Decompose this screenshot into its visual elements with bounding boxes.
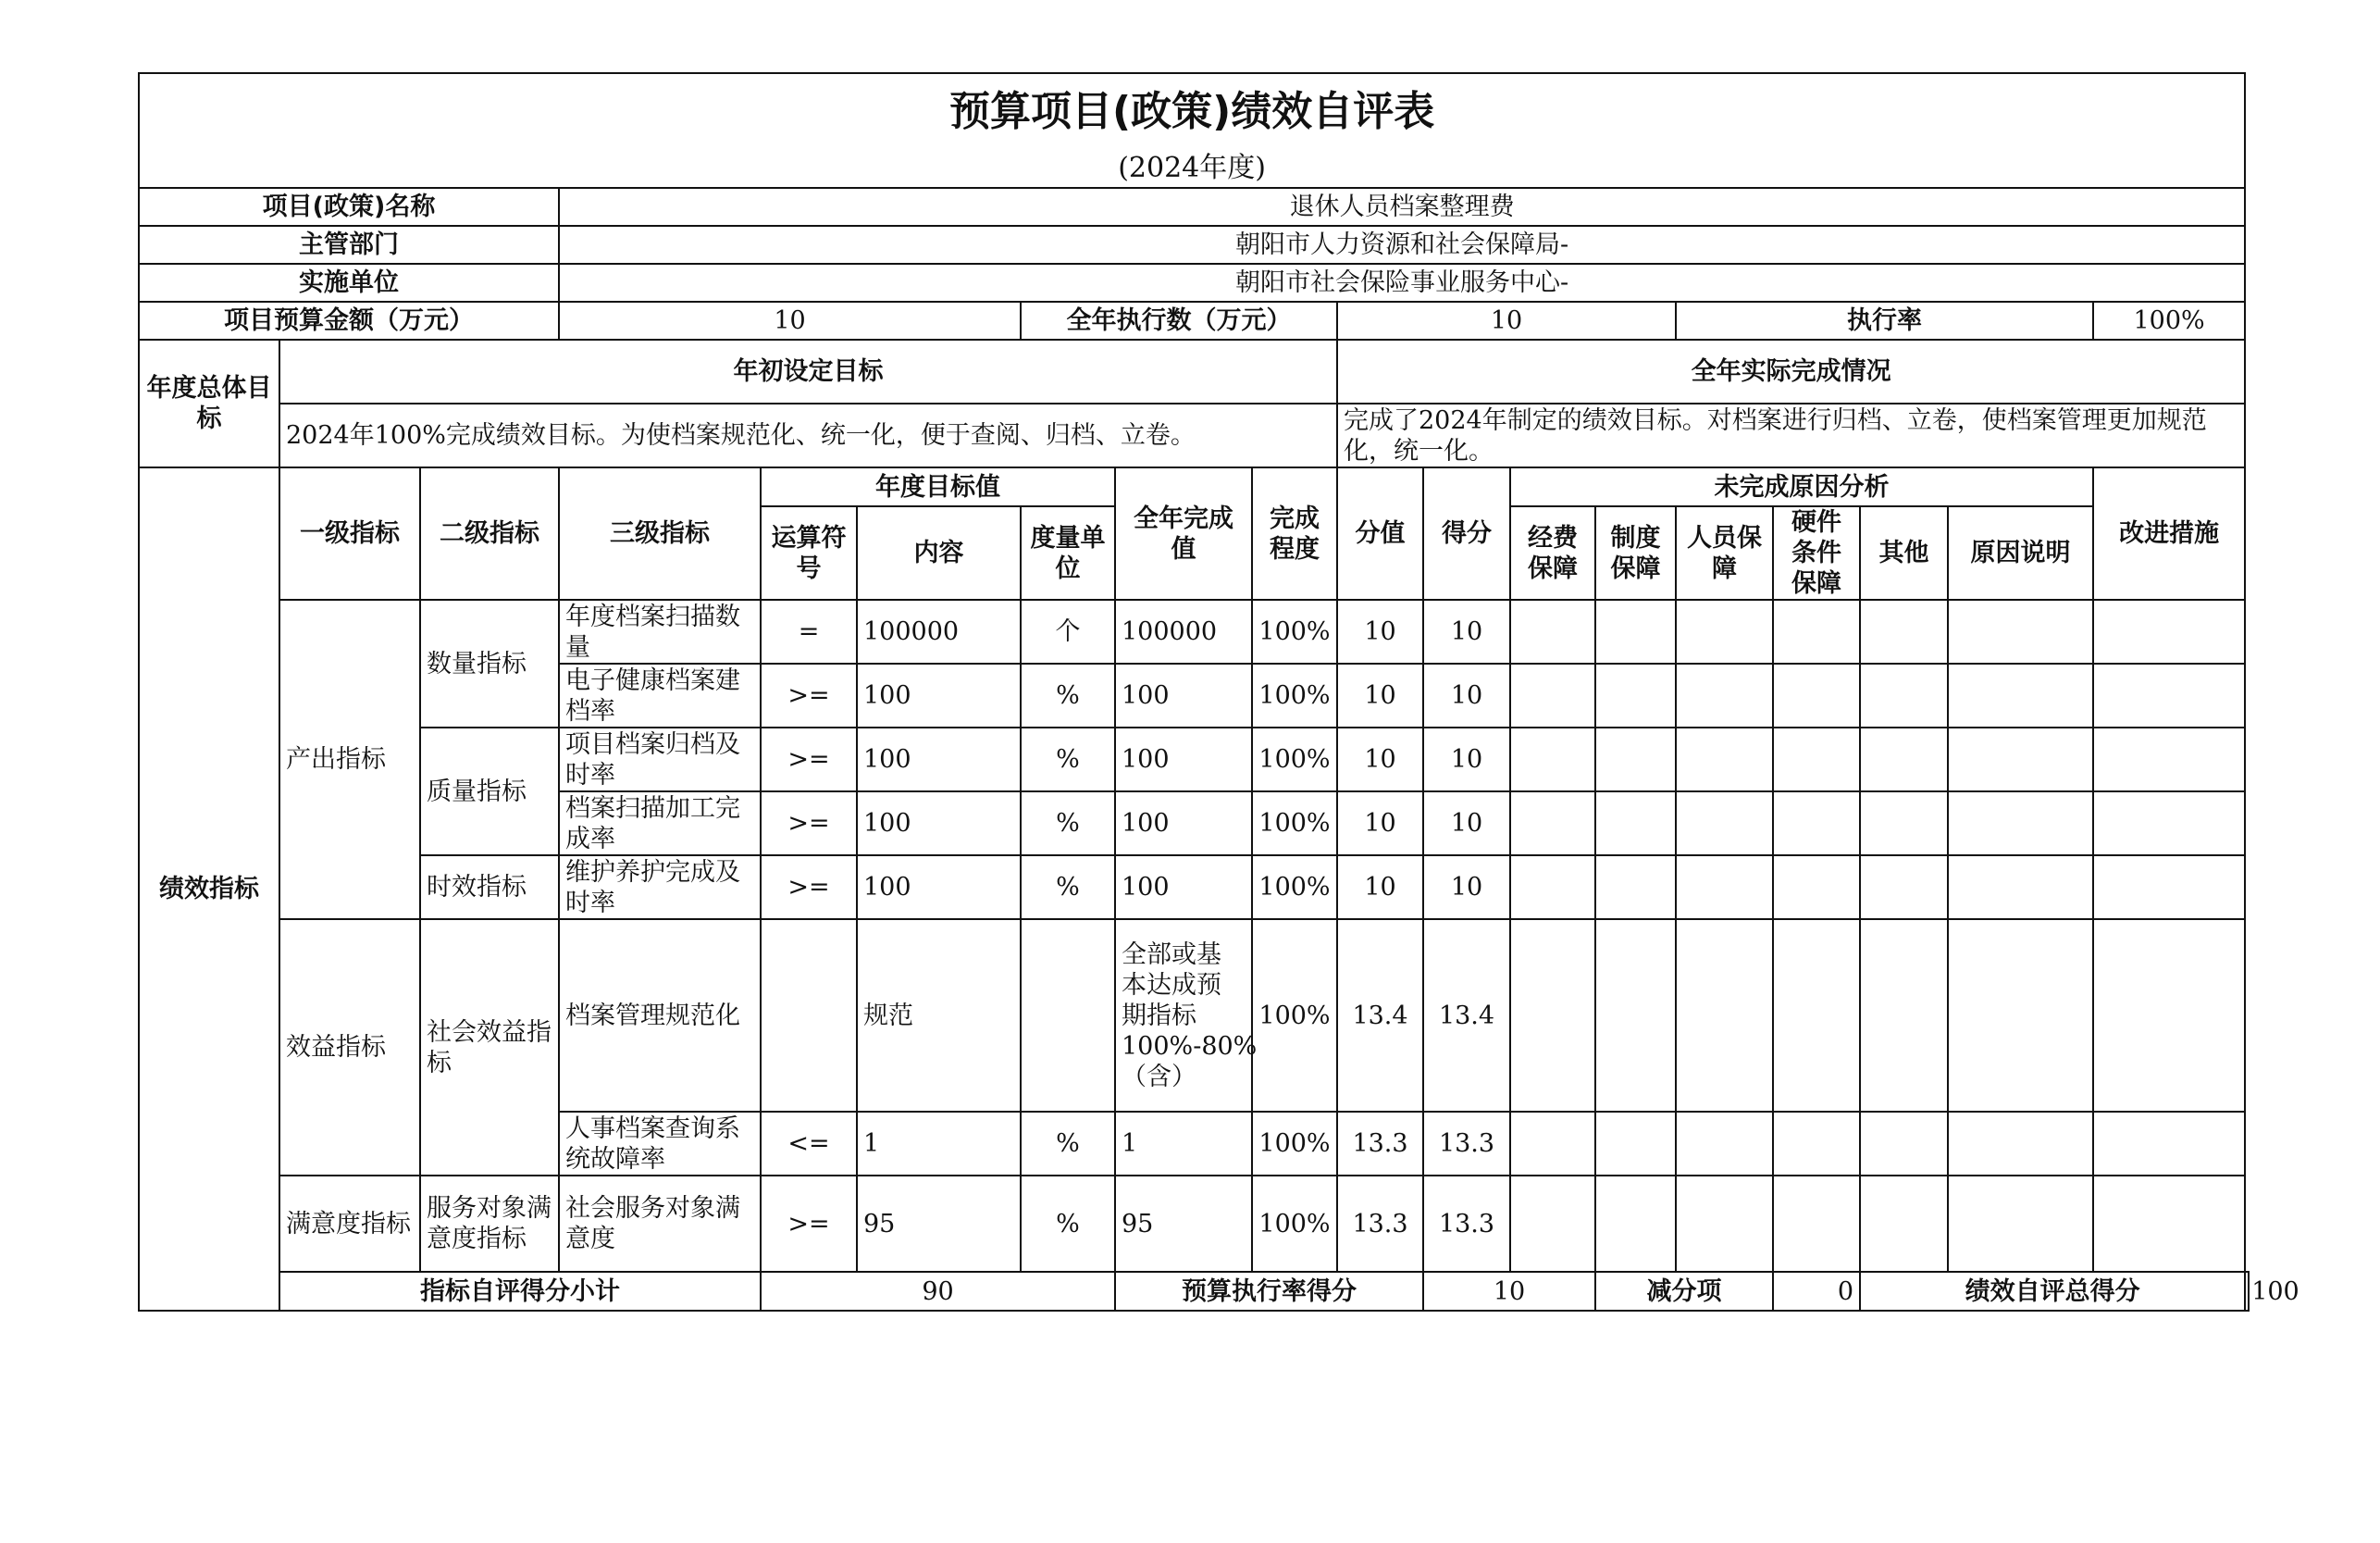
reason-cell [1948,664,2093,728]
exec-rate-label: 执行率 [1676,302,2093,340]
indicator-name: 社会服务对象满意度 [559,1176,761,1272]
reason-cell [1510,1176,1595,1272]
table-row [139,1176,2249,1272]
level1-benefit: 效益指标 [279,919,420,1176]
header-level1: 一级指标 [279,467,420,600]
total-score-value: 100 [2245,1272,2249,1311]
level2-service: 服务对象满意度指标 [420,1176,559,1272]
indicator-name: 维护养护完成及时率 [559,855,761,919]
indicator-score: 10 [1337,855,1423,919]
reason-cell [1676,664,1773,728]
indicator-op: = [761,600,857,664]
indicator-degree: 100% [1252,791,1337,855]
indicator-content: 100000 [857,600,1021,664]
reason-cell [1948,600,2093,664]
reason-cell [1676,600,1773,664]
page-title: 预算项目(政策)绩效自评表 [139,73,2245,149]
budget-amount-value: 10 [559,302,1021,340]
header-level3: 三级指标 [559,467,761,600]
reason-cell [1595,728,1676,791]
reason-cell [1595,1112,1676,1176]
reason-cell [1595,855,1676,919]
initial-goal-header: 年初设定目标 [279,340,1337,404]
indicator-unit: % [1021,664,1115,728]
budget-score-value: 10 [1423,1272,1595,1311]
indicator-actual: 全部或基本达成预期指标100%-80%（含） [1115,919,1252,1112]
indicator-got: 10 [1423,728,1510,791]
header-reason-group: 未完成原因分析 [1510,467,2093,506]
indicator-op: >= [761,855,857,919]
reason-cell [1676,728,1773,791]
indicator-degree: 100% [1252,1176,1337,1272]
indicator-content: 100 [857,728,1021,791]
reason-cell [1948,919,2093,1112]
reason-cell [1595,600,1676,664]
indicator-degree: 100% [1252,855,1337,919]
indicator-actual: 100 [1115,728,1252,791]
indicator-name: 电子健康档案建档率 [559,664,761,728]
reason-cell [1860,855,1948,919]
indicator-actual: 95 [1115,1176,1252,1272]
indicator-got: 10 [1423,791,1510,855]
project-name-value: 退休人员档案整理费 [559,188,2245,226]
improve-cell [2093,1176,2245,1272]
indicator-score: 13.4 [1337,919,1423,1112]
reason-cell [1676,791,1773,855]
header-score: 分值 [1337,467,1423,600]
indicator-degree: 100% [1252,600,1337,664]
reason-cell [1948,728,2093,791]
reason-cell [1595,664,1676,728]
reason-cell [1773,1176,1860,1272]
indicator-name: 年度档案扫描数量 [559,600,761,664]
header-got: 得分 [1423,467,1510,600]
reason-cell [1860,1176,1948,1272]
indicator-unit: % [1021,1112,1115,1176]
reason-cell [1773,791,1860,855]
indicator-got: 13.3 [1423,1112,1510,1176]
reason-cell [1676,919,1773,1112]
exec-amount-label: 全年执行数（万元） [1021,302,1337,340]
indicator-name: 项目档案归档及时率 [559,728,761,791]
reason-cell [1773,919,1860,1112]
indicator-unit: % [1021,1176,1115,1272]
header-reason-funding: 经费保障 [1510,506,1595,600]
indicator-actual: 100000 [1115,600,1252,664]
evaluation-table [138,72,2299,1312]
indicator-degree: 100% [1252,728,1337,791]
project-name-label: 项目(政策)名称 [139,188,559,226]
indicator-unit: % [1021,791,1115,855]
header-improve: 改进措施 [2093,467,2245,600]
indicator-name: 档案管理规范化 [559,919,761,1112]
indicator-got: 10 [1423,855,1510,919]
header-target-group: 年度目标值 [761,467,1115,506]
header-degree: 完成程度 [1252,467,1337,600]
table-row [139,855,2249,919]
header-reason-staff: 人员保障 [1676,506,1773,600]
indicator-actual: 100 [1115,664,1252,728]
header-reason-hardware: 硬件条件保障 [1773,506,1860,600]
indicator-score: 10 [1337,664,1423,728]
indicator-content: 规范 [857,919,1021,1112]
dept-label: 主管部门 [139,226,559,264]
indicator-got: 10 [1423,600,1510,664]
header-unit: 度量单位 [1021,506,1115,600]
indicator-score: 10 [1337,791,1423,855]
indicator-name: 档案扫描加工完成率 [559,791,761,855]
fiscal-year: (2024年度) [139,149,2245,188]
reason-cell [1510,664,1595,728]
reason-cell [1510,728,1595,791]
level2-timeliness: 时效指标 [420,855,559,919]
header-op: 运算符号 [761,506,857,600]
reason-cell [1510,1112,1595,1176]
table-row [139,728,2249,791]
dept-value: 朝阳市人力资源和社会保障局- [559,226,2245,264]
budget-amount-label: 项目预算金额（万元） [139,302,559,340]
improve-cell [2093,664,2245,728]
indicator-degree: 100% [1252,1112,1337,1176]
indicator-got: 10 [1423,664,1510,728]
reason-cell [1948,1176,2093,1272]
indicator-got: 13.4 [1423,919,1510,1112]
reason-cell [1773,664,1860,728]
subtotal-value: 90 [761,1272,1115,1311]
exec-amount-value: 10 [1337,302,1676,340]
reason-cell [1773,728,1860,791]
impl-unit-label: 实施单位 [139,264,559,302]
indicator-unit: % [1021,728,1115,791]
indicator-actual: 1 [1115,1112,1252,1176]
indicator-op: >= [761,791,857,855]
actual-completion-text: 完成了2024年制定的绩效目标。对档案进行归档、立卷，使档案管理更加规范化，统一化。 [1337,404,2245,467]
reason-cell [1860,791,1948,855]
indicator-content: 95 [857,1176,1021,1272]
indicator-actual: 100 [1115,855,1252,919]
indicator-degree: 100% [1252,664,1337,728]
level1-satisfaction: 满意度指标 [279,1176,420,1272]
improve-cell [2093,919,2245,1112]
indicator-content: 100 [857,791,1021,855]
reason-cell [1773,855,1860,919]
header-reason-other: 其他 [1860,506,1948,600]
reason-cell [1948,1112,2093,1176]
indicator-op: >= [761,1176,857,1272]
improve-cell [2093,728,2245,791]
indicator-content: 1 [857,1112,1021,1176]
self-evaluation-form [138,72,2299,1313]
reason-cell [1948,791,2093,855]
reason-cell [1860,919,1948,1112]
reason-cell [1773,1112,1860,1176]
header-reason-system: 制度保障 [1595,506,1676,600]
improve-cell [2093,791,2245,855]
improve-cell [2093,855,2245,919]
level1-output: 产出指标 [279,600,420,919]
indicator-op: >= [761,664,857,728]
exec-rate-value: 100% [2093,302,2245,340]
deduct-value: 0 [1773,1272,1860,1311]
subtotal-label: 指标自评得分小计 [279,1272,761,1311]
impl-unit-value: 朝阳市社会保险事业服务中心- [559,264,2245,302]
annual-goals-label: 年度总体目标 [139,340,279,467]
reason-cell [1860,1112,1948,1176]
indicator-name: 人事档案查询系统故障率 [559,1112,761,1176]
reason-cell [1510,855,1595,919]
indicator-content: 100 [857,855,1021,919]
improve-cell [2093,1112,2245,1176]
indicator-actual: 100 [1115,791,1252,855]
reason-cell [1860,728,1948,791]
indicator-section-label: 绩效指标 [139,467,279,1311]
indicator-degree: 100% [1252,919,1337,1112]
reason-cell [1676,1176,1773,1272]
reason-cell [1510,791,1595,855]
reason-cell [1860,600,1948,664]
reason-cell [1676,855,1773,919]
budget-score-label: 预算执行率得分 [1115,1272,1423,1311]
indicator-unit: 个 [1021,600,1115,664]
indicator-score: 13.3 [1337,1176,1423,1272]
reason-cell [1773,600,1860,664]
reason-cell [1595,919,1676,1112]
deduct-label: 减分项 [1595,1272,1773,1311]
indicator-op: >= [761,728,857,791]
header-level2: 二级指标 [420,467,559,600]
reason-cell [1510,600,1595,664]
reason-cell [1676,1112,1773,1176]
reason-cell [1860,664,1948,728]
table-row [139,919,2249,1112]
reason-cell [1510,919,1595,1112]
reason-cell [1948,855,2093,919]
indicator-op: <= [761,1112,857,1176]
improve-cell [2093,600,2245,664]
actual-completion-header: 全年实际完成情况 [1337,340,2245,404]
table-row [139,600,2249,664]
header-content: 内容 [857,506,1021,600]
header-actual: 全年完成值 [1115,467,1252,600]
reason-cell [1595,1176,1676,1272]
indicator-score: 10 [1337,728,1423,791]
total-score-label: 绩效自评总得分 [1860,1272,2245,1311]
header-reason-note: 原因说明 [1948,506,2093,600]
indicator-got: 13.3 [1423,1176,1510,1272]
indicator-unit: % [1021,855,1115,919]
indicator-score: 13.3 [1337,1112,1423,1176]
level2-quality: 质量指标 [420,728,559,855]
indicator-score: 10 [1337,600,1423,664]
reason-cell [1595,791,1676,855]
level2-social: 社会效益指标 [420,919,559,1176]
initial-goal-text: 2024年100%完成绩效目标。为使档案规范化、统一化，便于查阅、归档、立卷。 [279,404,1337,467]
indicator-content: 100 [857,664,1021,728]
level2-quantity: 数量指标 [420,600,559,728]
indicator-op [761,919,857,1112]
indicator-unit [1021,919,1115,1112]
